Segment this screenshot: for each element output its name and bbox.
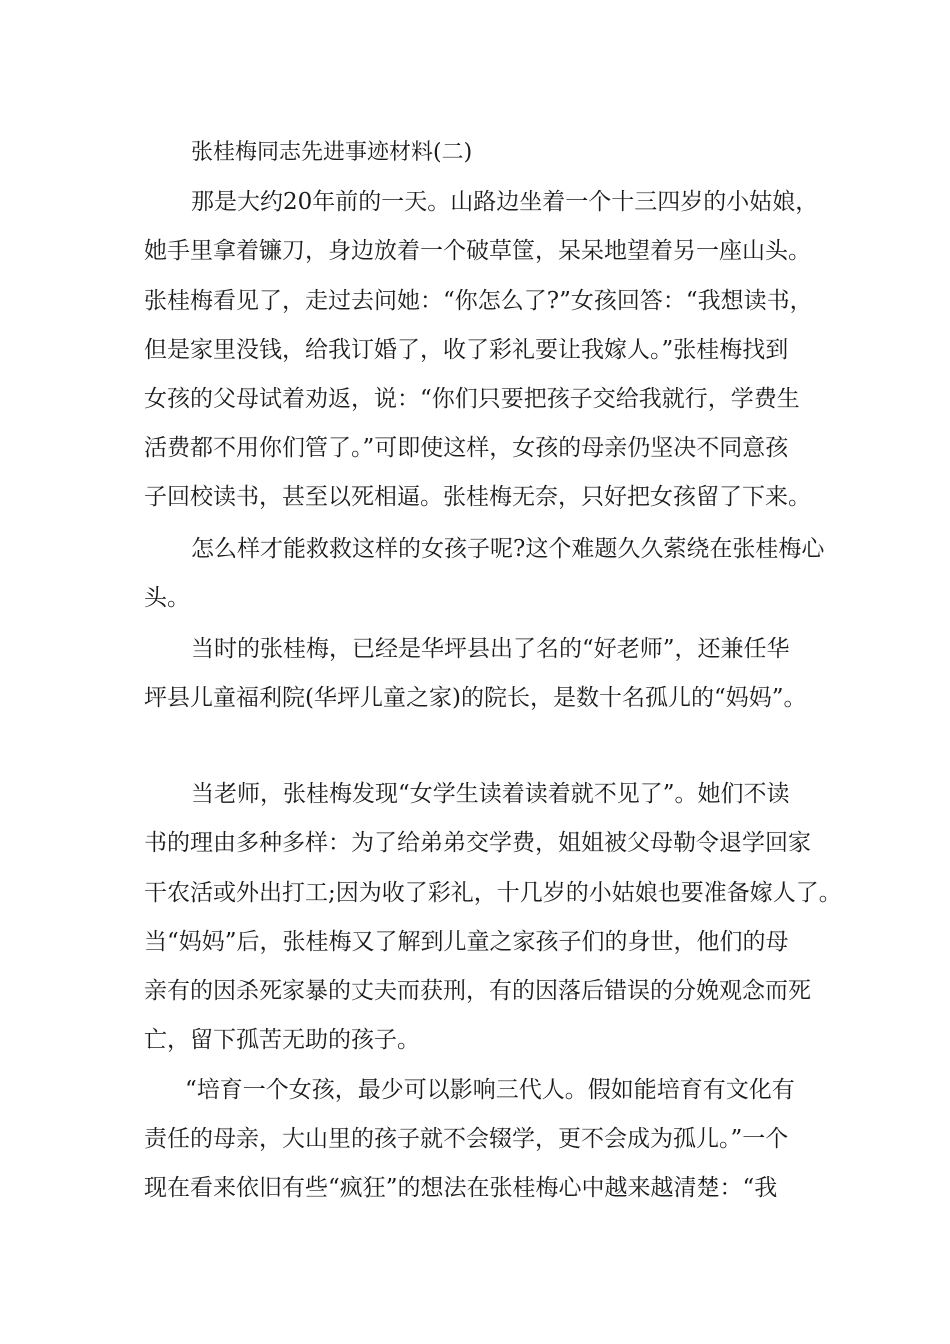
text-line: 子回校读书，甚至以死相逼。张桂梅无奈，只好把女孩留了下来。 (144, 484, 811, 510)
text-line: 干农活或外出打工;因为收了彩礼，十几岁的小姑娘也要准备嫁人了。 (144, 880, 842, 906)
text-line: 怎么样才能救救这样的女孩子呢?这个难题久久萦绕在张桂梅心 (191, 536, 825, 562)
text-line: 张桂梅看见了，走过去问她：“你怎么了?”女孩回答：“我想读书， (144, 288, 813, 314)
text-line: 责任的母亲，大山里的孩子就不会辍学，更不会成为孤儿。”一个 (144, 1126, 789, 1152)
text-line: 亡，留下孤苦无助的孩子。 (144, 1027, 420, 1053)
text-line: 当时的张桂梅，已经是华坪县出了名的“好老师”，还兼任华 (191, 636, 790, 662)
text-line: 但是家里没钱，给我订婚了，收了彩礼要让我嫁人。”张桂梅找到 (144, 337, 789, 363)
text-line: 当老师，张桂梅发现“女学生读着读着就不见了”。她们不读 (191, 781, 790, 807)
text-line: 书的理由多种多样：为了给弟弟交学费，姐姐被父母勒令退学回家 (144, 830, 811, 856)
text-line: “培育一个女孩，最少可以影响三代人。假如能培育有文化有 (185, 1077, 795, 1103)
text-line: 现在看来依旧有些“疯狂”的想法在张桂梅心中越来越清楚：“我 (144, 1175, 778, 1201)
text-line: 坪县儿童福利院(华坪儿童之家)的院长，是数十名孤儿的“妈妈”。 (144, 685, 807, 711)
text-line: 亲有的因杀死家暴的丈夫而获刑，有的因落后错误的分娩观念而死 (144, 978, 811, 1004)
text-line: 那是大约20年前的一天。山路边坐着一个十三四岁的小姑娘， (191, 189, 819, 215)
document-title: 张桂梅同志先进事迹材料(二) (191, 140, 473, 165)
text-line: 女孩的父母试着劝返，说：“你们只要把孩子交给我就行，学费生 (144, 386, 800, 412)
text-line: 头。 (144, 585, 190, 611)
text-line: 活费都不用你们管了。”可即使这样，女孩的母亲仍坚决不同意孩 (144, 435, 789, 461)
text-line: 她手里拿着镰刀，身边放着一个破草筐，呆呆地望着另一座山头。 (144, 238, 811, 264)
text-line: 当“妈妈”后，张桂梅又了解到儿童之家孩子们的身世，他们的母 (144, 929, 789, 955)
